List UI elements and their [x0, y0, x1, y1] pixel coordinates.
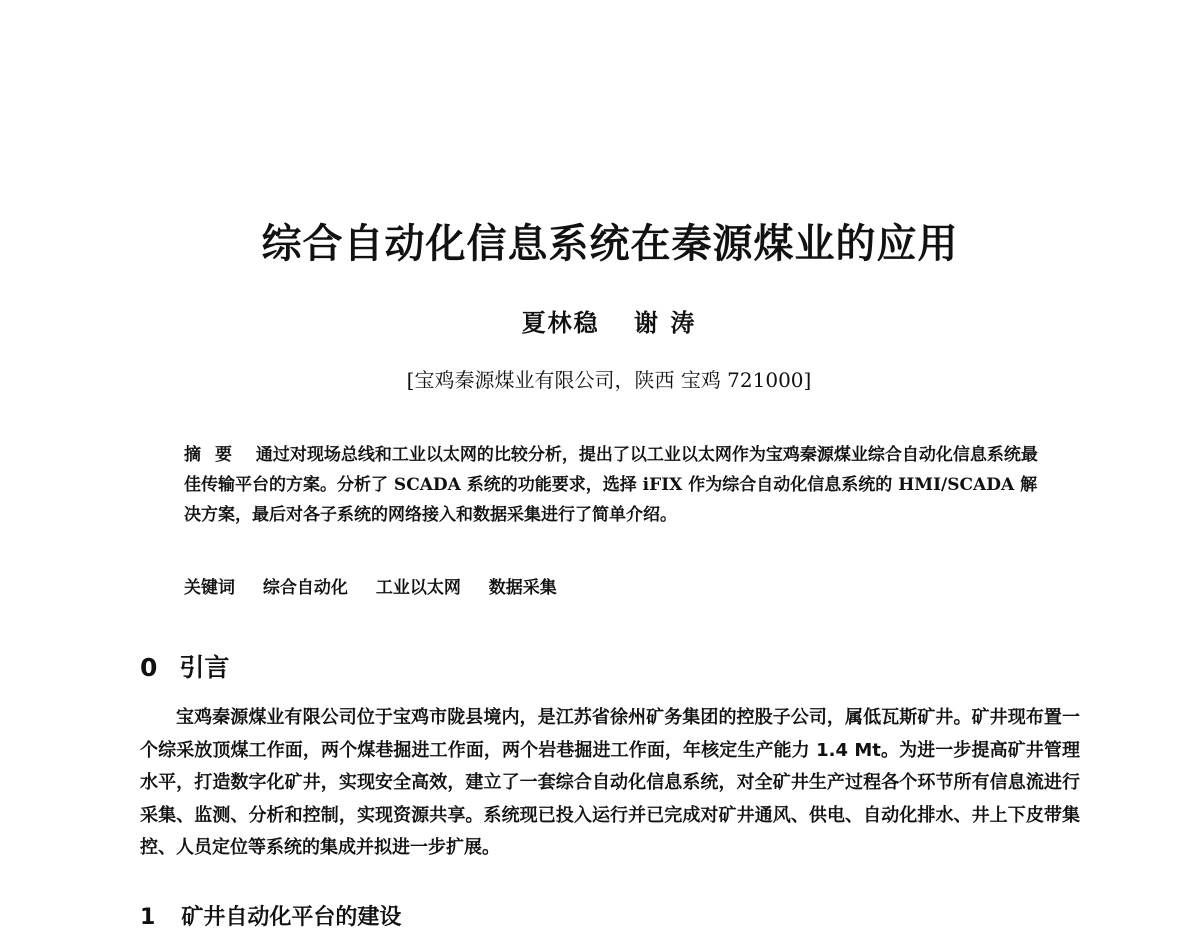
author-line: [0, 303, 1200, 338]
abstract: [184, 440, 1044, 530]
keyword: 综合自动化: [262, 578, 348, 598]
abstract-label: 摘要: [184, 445, 246, 465]
keywords-label: 关键词: [184, 578, 235, 598]
keyword: 数据采集: [488, 578, 557, 598]
abstract-text: 通过对现场总线和工业以太网的比较分析，提出了以工业以太网作为宝鸡秦源煤业综合自动化信息系统最佳传输平台的方案。分析了 SCADA 系统的功能要求，选择 iFIX 作为综合自动化信息系统的 HMI/SCADA 解决方案，最后对各子系统的网络接入和数据采集进行了简单介绍。: [184, 445, 1038, 525]
section-heading: [140, 900, 401, 931]
author-name: 夏林稳: [521, 308, 600, 337]
section-title: 引言: [179, 653, 230, 682]
section-number: 0: [140, 653, 158, 682]
keywords: [184, 573, 557, 598]
author-name: 谢 涛: [634, 308, 697, 337]
keyword: 工业以太网: [375, 578, 461, 598]
body-paragraph: 宝鸡秦源煤业有限公司位于宝鸡市陇县境内，是江苏省徐州矿务集团的控股子公司，属低瓦斯矿井。矿井现布置一个综采放顶煤工作面，两个煤巷掘进工作面，两个岩巷掘进工作面，年核定生产能力 1.4 Mt。为进一步提高矿井管理水平，打造数字化矿井，实现安全高效，建立了一套综合自动化信息系统，对全矿井生产过程各个环节所有信息流进行采集、监测、分析和控制，实现资源共享。系统现已投入运行并已完成对矿井通风、供电、自动化排水、井上下皮带集控、人员定位等系统的集成并拟进一步扩展。: [140, 707, 1080, 858]
section-number: 1: [140, 905, 156, 930]
paper-title: 综合自动化信息系统在秦源煤业的应用: [261, 221, 959, 267]
section-title: 矿井自动化平台的建设: [181, 905, 402, 930]
affiliation: [宝鸡秦源煤业有限公司，陕西 宝鸡 721000]: [406, 368, 812, 392]
section-heading: [140, 648, 229, 684]
